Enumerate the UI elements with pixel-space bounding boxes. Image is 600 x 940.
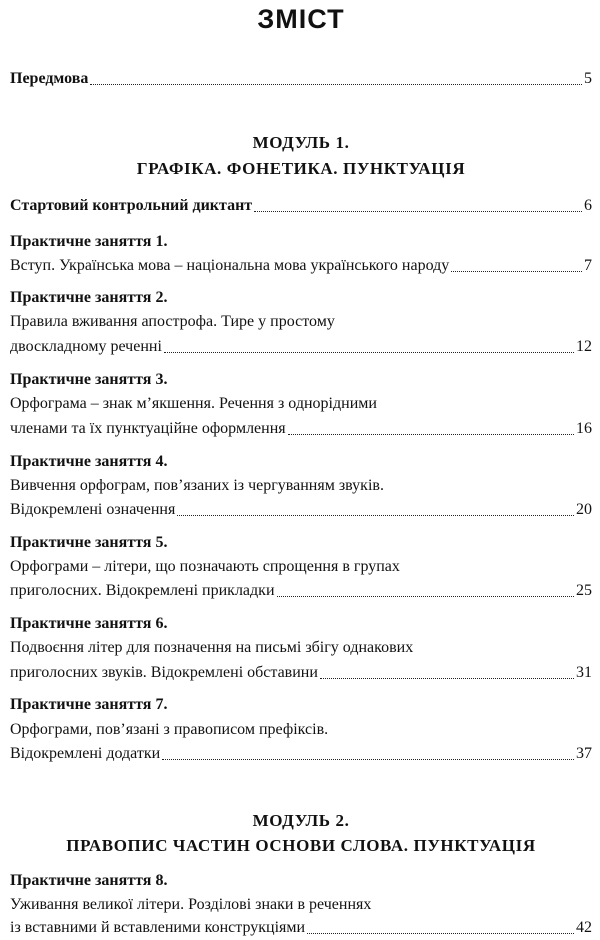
toc-page-number: 20 bbox=[576, 501, 592, 518]
toc-page-number: 25 bbox=[576, 582, 592, 599]
dot-leader bbox=[254, 211, 582, 212]
toc-entry-lesson-4[interactable] bbox=[10, 500, 592, 520]
toc-page-number: 37 bbox=[576, 745, 592, 762]
dot-leader bbox=[164, 352, 574, 353]
toc-entry-lesson-8[interactable] bbox=[10, 918, 592, 938]
toc-entry-label: двоскладному реченні bbox=[10, 338, 162, 355]
dot-leader bbox=[307, 933, 574, 934]
toc-entry-label: приголосних звуків. Відокремлені обставини bbox=[10, 664, 318, 681]
lesson-2-desc-line: Правила вживання апострофа. Тире у простому bbox=[10, 313, 335, 330]
toc-entry-label: Стартовий контрольний диктант bbox=[10, 197, 253, 214]
toc-entry-label: Передмова bbox=[10, 70, 89, 87]
lesson-7-desc-line: Орфограми, пов’язані з правописом префіксів. bbox=[10, 721, 329, 738]
toc-entry-label: Відокремлені означення bbox=[10, 501, 176, 518]
module-1-name: ГРАФІКА. ФОНЕТИКА. ПУНКТУАЦІЯ bbox=[136, 159, 466, 178]
lesson-2-title: Практичне заняття 2. bbox=[10, 289, 168, 306]
toc-entry-lesson-1[interactable] bbox=[10, 256, 592, 276]
lesson-5-title: Практичне заняття 5. bbox=[10, 534, 168, 551]
toc-page-number: 6 bbox=[584, 197, 592, 214]
toc-entry-label: приголосних. Відокремлені прикладки bbox=[10, 582, 275, 599]
toc-page-number: 42 bbox=[576, 919, 592, 936]
module-2-number: МОДУЛЬ 2. bbox=[252, 811, 350, 830]
lesson-3-title: Практичне заняття 3. bbox=[10, 371, 168, 388]
lesson-6-desc-line: Подвоєння літер для позначення на письмі збігу однакових bbox=[10, 639, 414, 656]
dot-leader bbox=[90, 84, 582, 85]
toc-entry-lesson-7[interactable] bbox=[10, 744, 592, 764]
toc-entry-label: Вступ. Українська мова – національна мова українського народу bbox=[10, 257, 450, 274]
toc-entry-lesson-2[interactable] bbox=[10, 337, 592, 357]
dot-leader bbox=[277, 596, 575, 597]
lesson-6-title: Практичне заняття 6. bbox=[10, 615, 168, 632]
dot-leader bbox=[288, 434, 574, 435]
dot-leader bbox=[177, 515, 574, 516]
toc-entry-lesson-3[interactable] bbox=[10, 419, 592, 439]
toc-entry-label: із вставними й вставленими конструкціями bbox=[10, 919, 306, 936]
dot-leader bbox=[162, 759, 574, 760]
lesson-1-title: Практичне заняття 1. bbox=[10, 233, 168, 250]
toc-page-number: 16 bbox=[576, 420, 592, 437]
toc-entry-label: Відокремлені додатки bbox=[10, 745, 161, 762]
toc-page-number: 31 bbox=[576, 664, 592, 681]
lesson-8-desc-line: Уживання великої літери. Розділові знаки в реченнях bbox=[10, 896, 372, 913]
toc-entry-lesson-6[interactable] bbox=[10, 663, 592, 683]
table-of-contents-page bbox=[10, 0, 592, 940]
toc-page-number: 5 bbox=[584, 70, 592, 87]
toc-page-number: 7 bbox=[584, 257, 592, 274]
page-title: ЗМІСТ bbox=[257, 4, 345, 34]
lesson-4-title: Практичне заняття 4. bbox=[10, 453, 168, 470]
toc-entry-label: членами та їх пунктуаційне оформлення bbox=[10, 420, 286, 437]
lesson-7-title: Практичне заняття 7. bbox=[10, 696, 168, 713]
module-2-name: ПРАВОПИС ЧАСТИН ОСНОВИ СЛОВА. ПУНКТУАЦІЯ bbox=[66, 836, 536, 855]
lesson-8-title: Практичне заняття 8. bbox=[10, 872, 168, 889]
lesson-4-desc-line: Вивчення орфограм, пов’язаних із чергуванням звуків. bbox=[10, 477, 384, 494]
lesson-3-desc-line: Орфограма – знак м’якшення. Речення з однорідними bbox=[10, 395, 377, 412]
toc-entry-start-dictation[interactable] bbox=[10, 196, 592, 216]
module-1-number: МОДУЛЬ 1. bbox=[252, 133, 350, 152]
toc-entry-lesson-5[interactable] bbox=[10, 581, 592, 601]
toc-page-number: 12 bbox=[576, 338, 592, 355]
lesson-5-desc-line: Орфограми – літери, що позначають спрощення в групах bbox=[10, 558, 400, 575]
dot-leader bbox=[320, 678, 574, 679]
dot-leader bbox=[451, 271, 582, 272]
toc-entry-preface[interactable] bbox=[10, 69, 592, 89]
